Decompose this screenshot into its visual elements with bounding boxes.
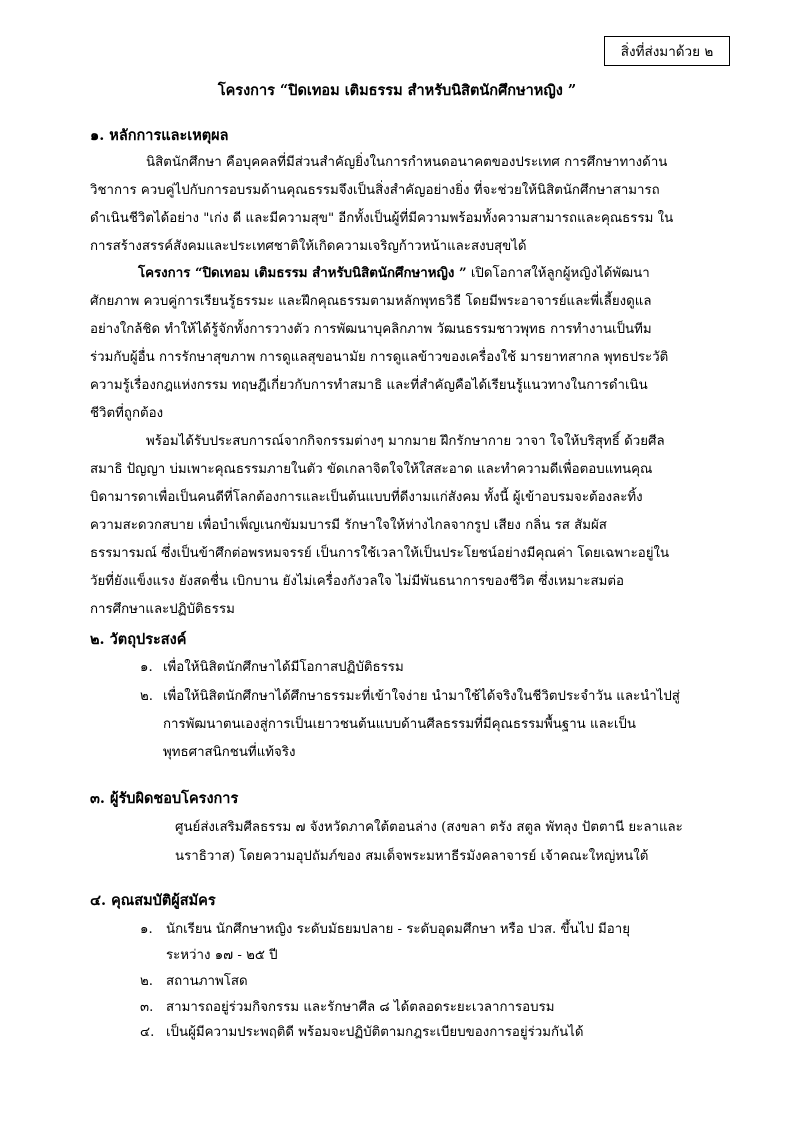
list-item: ระหว่าง ๑๗ - ๒๕ ปี — [166, 948, 278, 963]
paragraph-line: ดำเนินชีวิตได้อย่าง "เก่ง ดี และมีความสุข" อีกทั้งเป็นผู้ที่มีความพร้อมทั้งความสามารถและคุณธรรม ใน — [90, 211, 674, 226]
paragraph-line: ความสะดวกสบาย เพื่อบำเพ็ญเนกขัมมบารมี รักษาใจให้ห่างไกลจากรูป เสียง กลิ่น รส สัมผัส — [90, 518, 607, 533]
paragraph-line: พร้อมได้รับประสบการณ์จากกิจกรรมต่างๆ มากมาย ฝึกรักษากาย วาจา ใจให้บริสุทธิ์ ด้วยศีล — [146, 434, 665, 449]
list-item: การพัฒนาตนเองสู่การเป็นเยาวชนต้นแบบด้านศีลธรรมที่มีคุณธรรมพื้นฐาน และเป็น — [163, 717, 636, 732]
paragraph-line: ศักยภาพ ควบคู่การเรียนรู้ธรรมะ และฝึกคุณธรรมตามหลักพุทธวิธี โดยมีพระอาจารย์และพี่เลี้ยงดูแล — [90, 294, 652, 309]
paragraph-line: นิสิตนักศึกษา คือบุคคลที่มีส่วนสำคัญยิ่งในการกำหนดอนาคตของประเทศ การศึกษาทางด้าน — [146, 155, 668, 170]
paragraph-line: ชีวิตที่ถูกต้อง — [90, 406, 164, 421]
paragraph-line: สมาธิ ปัญญา บ่มเพาะคุณธรรมภายในตัว ขัดเกลาจิตใจให้ใสสะอาด และทำความดีเพื่อตอบแทนคุณ — [90, 462, 653, 477]
list-item: พุทธศาสนิกชนที่แท้จริง — [163, 745, 296, 760]
paragraph-line: ความรู้เรื่องกฎแห่งกรรม ทฤษฎีเกี่ยวกับการทำสมาธิ และที่สำคัญคือได้เรียนรู้แนวทางในการดำเนิน — [90, 378, 648, 393]
paragraph-line: บิดามารดาเพื่อเป็นคนดีที่โลกต้องการและเป็นต้นแบบที่ดีงามแก่สังคม ทั้งนี้ ผู้เข้าอบรมจะต้องละทิ้ง — [90, 490, 643, 505]
paragraph-text: เปิดโอกาสให้ลูกผู้หญิงได้พัฒนา — [470, 266, 650, 281]
document-title: โครงการ “ปิดเทอม เติมธรรม สำหรับนิสิตนักศึกษาหญิง ” — [217, 82, 577, 99]
list-item: เพื่อให้นิสิตนักศึกษาได้ศึกษาธรรมะที่เข้าใจง่าย นำมาใช้ได้จริงในชีวิตประจำวัน และนำไปสู่ — [163, 689, 680, 704]
paragraph-line: ศูนย์ส่งเสริมศีลธรรม ๗ จังหวัดภาคใต้ตอนล่าง (สงขลา ตรัง สตูล พัทลุง ปัตตานี ยะลาและ — [175, 820, 683, 835]
list-item-number: ๓. — [140, 1000, 154, 1015]
attachment-label: สิ่งที่ส่งมาด้วย ๒ — [604, 36, 730, 66]
list-item-number: ๒. — [140, 689, 153, 704]
paragraph-line: อย่างใกล้ชิด ทำให้ได้รู้จักทั้งการวางตัว การพัฒนาบุคลิกภาพ วัฒนธรรมชาวพุทธ การทำงานเป็นทีม — [90, 322, 652, 337]
list-item: เพื่อให้นิสิตนักศึกษาได้มีโอกาสปฏิบัติธรรม — [163, 660, 404, 675]
list-item: สามารถอยู่ร่วมกิจกรรม และรักษาศีล ๘ ได้ตลอดระยะเวลาการอบรม — [166, 1000, 555, 1015]
list-item-number: ๑. — [140, 660, 153, 675]
list-item-number: ๔. — [140, 1025, 155, 1040]
section-3-heading: ๓. ผู้รับผิดชอบโครงการ — [90, 790, 239, 807]
list-item-number: ๑. — [140, 922, 153, 937]
list-item: สถานภาพโสด — [166, 974, 248, 989]
list-item: เป็นผู้มีความประพฤติดี พร้อมจะปฏิบัติตามกฎระเบียบของการอยู่ร่วมกันได้ — [166, 1025, 584, 1040]
paragraph-line: วัยที่ยังแข็งแรง ยังสดชื่น เบิกบาน ยังไม่เครื่องกังวลใจ ไม่มีพันธนาการของชีวิต ซึ่งเหมาะสมต่อ — [90, 574, 625, 589]
section-1-heading: ๑. หลักการและเหตุผล — [90, 127, 229, 144]
paragraph-line: วิชาการ ควบคู่ไปกับการอบรมด้านคุณธรรมจึงเป็นสิ่งสำคัญอย่างยิ่ง ที่จะช่วยให้นิสิตนักศึกษาสามารถ — [90, 183, 660, 198]
paragraph-line — [138, 264, 650, 284]
paragraph-line: การศึกษาและปฏิบัติธรรม — [90, 602, 235, 617]
section-4-heading: ๔. คุณสมบัติผู้สมัคร — [90, 892, 216, 909]
list-item-number: ๒. — [140, 974, 153, 989]
paragraph-line: การสร้างสรรค์สังคมและประเทศชาติให้เกิดความเจริญก้าวหน้าและสงบสุขได้ — [90, 239, 527, 254]
paragraph-line: ธรรมารมณ์ ซึ่งเป็นข้าศึกต่อพรหมจรรย์ เป็นการใช้เวลาให้เป็นประโยชน์อย่างมีคุณค่า โดยเฉพาะอยู่ใน — [90, 546, 670, 561]
project-name-bold: โครงการ “ปิดเทอม เติมธรรม สำหรับนิสิตนักศึกษาหญิง ” — [138, 266, 467, 281]
paragraph-line: นราธิวาส) โดยความอุปถัมภ์ของ สมเด็จพระมหาธีรมังคลาจารย์ เจ้าคณะใหญ่หนใต้ — [175, 849, 649, 864]
section-2-heading: ๒. วัตถุประสงค์ — [90, 631, 187, 648]
paragraph-line: ร่วมกับผู้อื่น การรักษาสุขภาพ การดูแลสุขอนามัย การดูแลข้าวของเครื่องใช้ มารยาทสากล พุทธประวัติ — [90, 350, 669, 365]
list-item: นักเรียน นักศึกษาหญิง ระดับมัธยมปลาย - ระดับอุดมศึกษา หรือ ปวส. ขึ้นไป มีอายุ — [166, 922, 631, 937]
